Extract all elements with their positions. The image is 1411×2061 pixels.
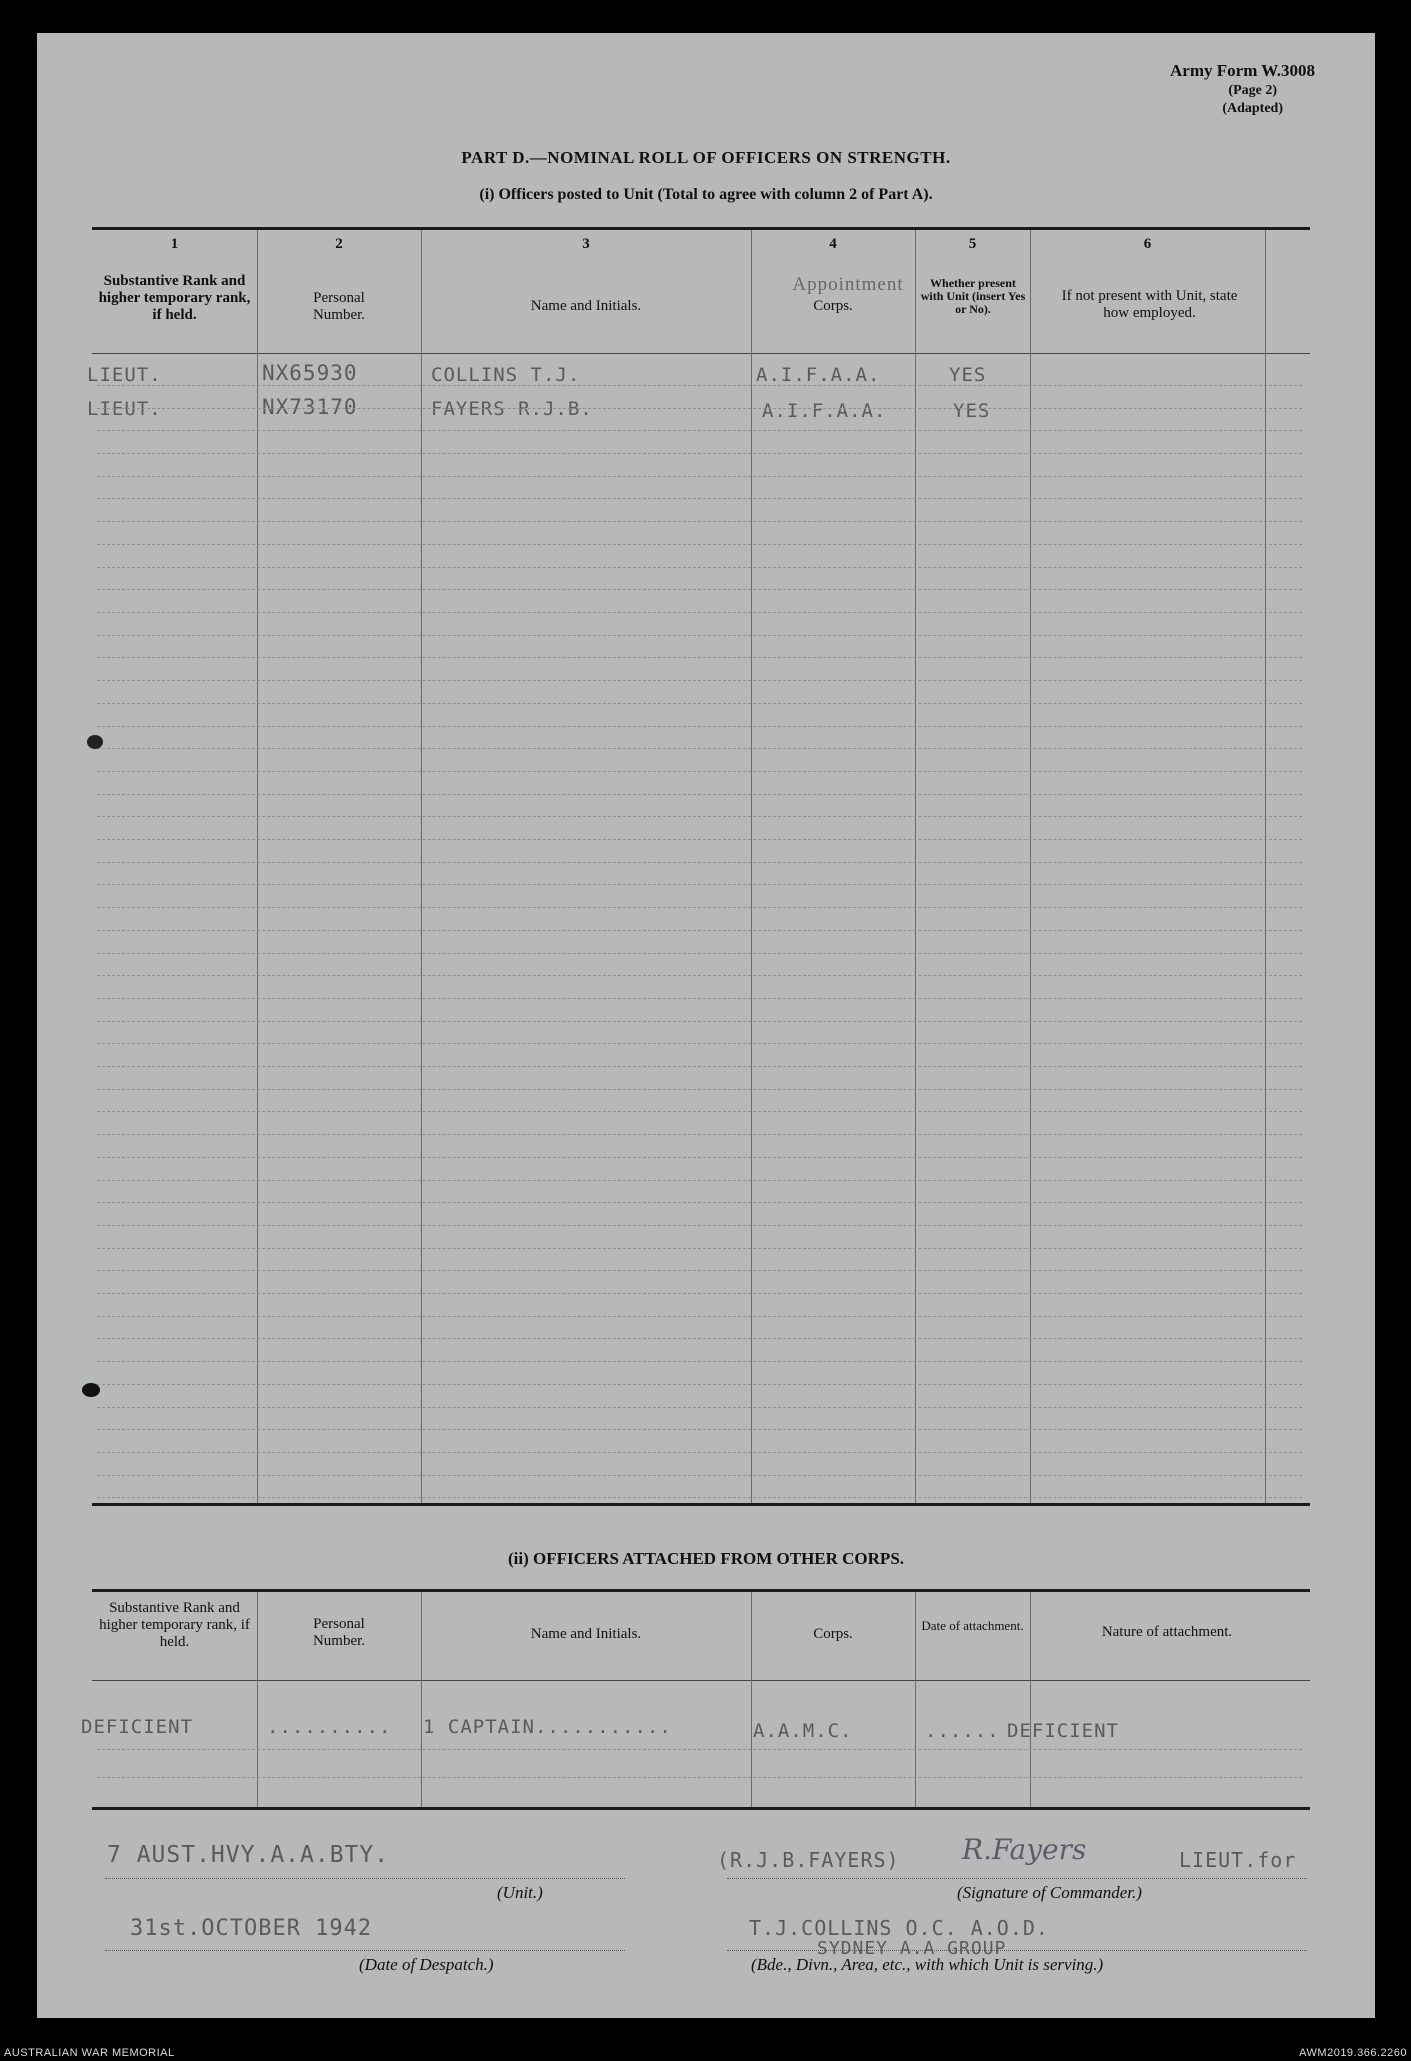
table-ii-bottom-rule — [92, 1807, 1310, 1810]
row-ii-corps: A.A.M.C. — [753, 1720, 853, 1742]
ruled-line — [97, 1225, 1302, 1226]
ruled-line — [97, 567, 1302, 568]
col-number: 5 — [968, 236, 977, 252]
row-ii-rank: DEFICIENT — [81, 1716, 193, 1738]
ruled-line — [97, 748, 1302, 749]
row1-name: COLLINS T.J. — [431, 364, 581, 386]
row-ii-name: 1 CAPTAIN........... — [423, 1716, 672, 1738]
row-ii-nature: DEFICIENT — [1007, 1720, 1119, 1742]
unit-value: 7 AUST.HVY.A.A.BTY. — [107, 1842, 390, 1868]
header-bottom-rule — [92, 353, 1310, 354]
col-divider — [915, 1592, 916, 1807]
row2-present: YES — [953, 400, 991, 422]
ruled-line — [97, 1497, 1302, 1498]
punch-hole — [82, 1383, 100, 1397]
ruled-line — [97, 635, 1302, 636]
ruled-line — [97, 1021, 1302, 1022]
signer-rank: LIEUT.for — [1179, 1848, 1297, 1872]
punch-hole — [87, 735, 103, 749]
table-top-rule — [92, 227, 1310, 230]
bde-underline — [727, 1950, 1307, 1951]
ruled-line — [97, 862, 1302, 863]
bde-label: (Bde., Divn., Area, etc., with which Unit is serving.) — [751, 1955, 1104, 1974]
unit-label: (Unit.) — [497, 1883, 543, 1902]
ruled-line — [97, 521, 1302, 522]
row2-number: NX73170 — [262, 395, 358, 419]
ruled-line — [97, 1407, 1302, 1408]
col-divider — [751, 1592, 752, 1807]
watermark-left: AUSTRALIAN WAR MEMORIAL — [4, 2047, 175, 2059]
ruled-line — [97, 1270, 1302, 1271]
despatch-date: 31st.OCTOBER 1942 — [130, 1916, 373, 1941]
signature-label: (Signature of Commander.) — [957, 1883, 1142, 1902]
unit-underline — [105, 1878, 625, 1879]
ruled-line — [97, 1293, 1302, 1294]
header-ii-personal-number: Personal Number. — [312, 1616, 366, 1649]
ruled-line — [97, 1384, 1302, 1385]
commander-signature: R.Fayers — [962, 1833, 1087, 1866]
ruled-line — [97, 998, 1302, 999]
signature-underline — [727, 1878, 1307, 1879]
col-number: 3 — [582, 236, 590, 252]
col-divider — [751, 230, 752, 1503]
signer-typed: (R.J.B.FAYERS) — [717, 1848, 900, 1872]
row2-name: FAYERS R.J.B. — [431, 398, 593, 420]
header-corps: Corps. — [813, 298, 853, 314]
group-line: SYDNEY A.A GROUP — [817, 1938, 1007, 1959]
col-divider — [915, 230, 916, 1503]
header-ii-name: Name and Initials. — [530, 1626, 642, 1642]
ruled-line — [97, 1749, 1302, 1750]
ruled-line — [97, 1043, 1302, 1044]
row1-corps: A.I.F.A.A. — [756, 364, 881, 386]
ruled-line — [97, 1066, 1302, 1067]
col-divider — [1030, 1592, 1031, 1807]
col-divider — [1030, 230, 1031, 1503]
ruled-line — [97, 544, 1302, 545]
header-ii-rank: Substantive Rank and higher temporary rank, if held. — [99, 1600, 250, 1650]
header-name: Name and Initials. — [530, 298, 642, 314]
ruled-line — [97, 771, 1302, 772]
col-divider — [257, 1592, 258, 1807]
form-number: Army Form W.3008 — [1170, 61, 1315, 80]
ruled-line — [97, 975, 1302, 976]
ruled-line — [97, 1134, 1302, 1135]
ruled-line — [97, 907, 1302, 908]
col-divider — [1265, 230, 1266, 1503]
ruled-line — [97, 1338, 1302, 1339]
table-ii-header-rule — [92, 1680, 1310, 1681]
ruled-line — [97, 816, 1302, 817]
page-indicator: (Page 2) — [1228, 83, 1277, 98]
form-page — [37, 33, 1375, 2018]
adapted-note: (Adapted) — [1222, 101, 1283, 116]
header-ii-date: Date of attachment. — [921, 1618, 1024, 1633]
ruled-line — [97, 476, 1302, 477]
header-ii-corps: Corps. — [813, 1626, 853, 1642]
ruled-line — [97, 680, 1302, 681]
part-title: PART D.—NOMINAL ROLL OF OFFICERS ON STRENGTH. — [461, 148, 951, 167]
appointment-stamp: Appointment — [792, 274, 904, 295]
col-number: 4 — [829, 236, 837, 252]
table-ii-top-rule — [92, 1589, 1310, 1592]
ruled-line — [97, 726, 1302, 727]
row2-corps: A.I.F.A.A. — [762, 400, 887, 422]
ruled-line — [97, 1111, 1302, 1112]
ruled-line — [97, 408, 1302, 409]
commander-line: T.J.COLLINS O.C. A.O.D. — [749, 1916, 1049, 1940]
ruled-line — [97, 385, 1302, 386]
ruled-line — [97, 1248, 1302, 1249]
ruled-line — [97, 884, 1302, 885]
ruled-line — [97, 794, 1302, 795]
section-i-title: (i) Officers posted to Unit (Total to agree with column 2 of Part A). — [479, 186, 933, 203]
date-label: (Date of Despatch.) — [359, 1955, 494, 1974]
ruled-line — [97, 430, 1302, 431]
ruled-line — [97, 453, 1302, 454]
header-present: Whether present with Unit (insert Yes or No). — [920, 276, 1026, 316]
ruled-line — [97, 589, 1302, 590]
ruled-line — [97, 1316, 1302, 1317]
row2-rank: LIEUT. — [87, 398, 162, 420]
ruled-line — [97, 703, 1302, 704]
ruled-line — [97, 1429, 1302, 1430]
header-personal-number: Personal Number. — [312, 290, 366, 323]
watermark-right: AWM2019.366.2260 — [1299, 2047, 1407, 2059]
ruled-line — [97, 1202, 1302, 1203]
ruled-line — [97, 930, 1302, 931]
header-rank: Substantive Rank and higher temporary rank, if held. — [98, 273, 251, 323]
ruled-line — [97, 839, 1302, 840]
ruled-line — [97, 612, 1302, 613]
col-divider — [421, 1592, 422, 1807]
ruled-line — [97, 1777, 1302, 1778]
ruled-line — [97, 1180, 1302, 1181]
row-ii-date: ...... — [925, 1720, 1000, 1742]
date-underline — [105, 1950, 625, 1951]
col-number: 2 — [335, 236, 343, 252]
section-ii-title: (ii) OFFICERS ATTACHED FROM OTHER CORPS. — [507, 1549, 905, 1568]
ruled-line — [97, 953, 1302, 954]
row1-present: YES — [949, 364, 987, 386]
col-divider — [421, 230, 422, 1503]
ruled-line — [97, 1157, 1302, 1158]
table-bottom-rule — [92, 1503, 1310, 1506]
ruled-line — [97, 1452, 1302, 1453]
row1-number: NX65930 — [262, 361, 358, 385]
row-ii-number: .......... — [267, 1716, 392, 1738]
ruled-line — [97, 498, 1302, 499]
col-number: 1 — [170, 236, 179, 252]
ruled-line — [97, 657, 1302, 658]
col-divider — [257, 230, 258, 1503]
header-employed: If not present with Unit, state how employed. — [1061, 288, 1238, 321]
row1-rank: LIEUT. — [87, 364, 162, 386]
ruled-line — [97, 1089, 1302, 1090]
ruled-line — [97, 1475, 1302, 1476]
ruled-line — [97, 1361, 1302, 1362]
header-ii-nature: Nature of attachment. — [1101, 1624, 1233, 1640]
col-number: 6 — [1143, 236, 1152, 252]
